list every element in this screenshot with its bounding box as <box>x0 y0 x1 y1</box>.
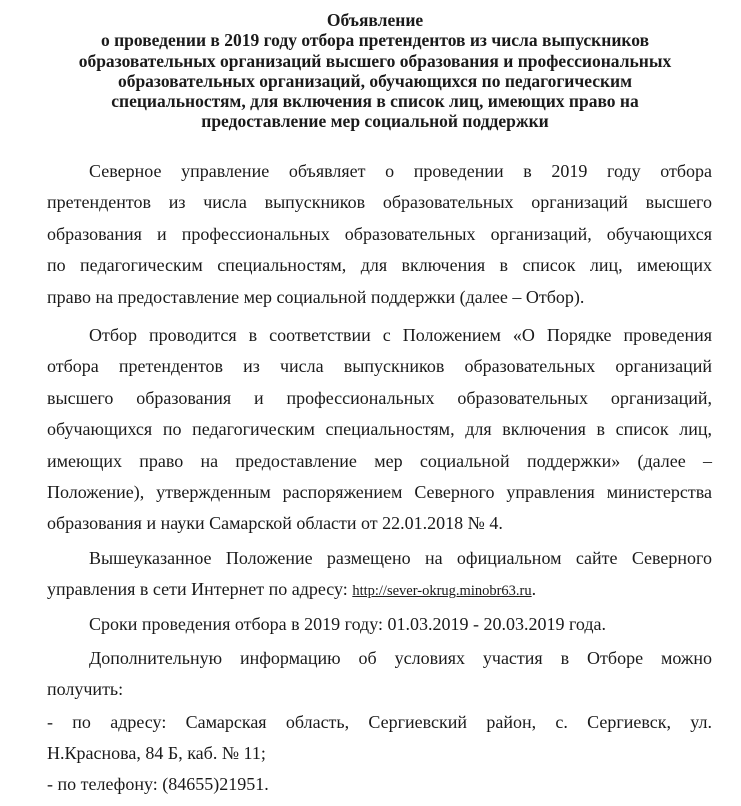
text-line: имеющих право на предоставление мер социальной поддержки» (далее – <box>47 450 712 471</box>
paragraph-dates <box>47 609 712 640</box>
text-line: Сроки проведения отбора в 2019 году: 01.03.2019 - 20.03.2019 года. <box>89 614 607 634</box>
text-line: образования и профессиональных образовательных организаций, обучающихся <box>47 223 712 244</box>
text-line: образования и науки Самарской области от 22.01.2018 № 4. <box>47 513 503 534</box>
text-fragment: управления в сети Интернет по адресу: <box>47 579 353 600</box>
paragraph-website <box>47 543 712 606</box>
heading-line: предоставление мер социальной поддержки <box>201 111 549 132</box>
heading-title: Объявление <box>326 10 424 30</box>
text-line: Северное управление объявляет о проведении в 2019 году отбора <box>89 161 712 181</box>
text-line-with-link <box>47 574 712 605</box>
heading-line: о проведении в 2019 году отбора претендентов из числа выпускников <box>100 30 650 51</box>
text-line: Н.Краснова, 84 Б, каб. № 11; <box>47 743 266 764</box>
text-line: отбора претендентов из числа выпускников образовательных организаций <box>47 356 712 377</box>
text-line: Вышеуказанное Положение размещено на официальном сайте Северного <box>89 548 712 568</box>
text-line: Положение), утвержденным распоряжением Северного управления министерства <box>47 481 712 502</box>
heading-line: специальностям, для включения в список лиц, имеющих право на <box>111 91 639 112</box>
paragraph-info <box>47 643 712 706</box>
text-line: - по адресу: Самарская область, Сергиевский район, с. Сергиевск, ул. <box>47 712 712 732</box>
text-line: право на предоставление мер социальной поддержки (далее – Отбор). <box>47 286 585 307</box>
paragraph-phone <box>47 769 712 800</box>
text-line: претендентов из числа выпускников образовательных организаций высшего <box>47 192 712 213</box>
paragraph-regulation <box>47 320 712 540</box>
text-line: получить: <box>47 679 124 700</box>
paragraph-announcement <box>47 156 712 313</box>
paragraph-address <box>47 707 712 770</box>
website-link[interactable]: http://sever-okrug.minobr63.ru <box>352 583 532 600</box>
text-line: Отбор проводится в соответствии с Положением «О Порядке проведения <box>89 325 712 345</box>
text-line: - по телефону: (84655)21951. <box>47 774 269 794</box>
text-line: высшего образования и профессиональных образовательных организаций, <box>47 387 712 408</box>
heading-line: образовательных организаций высшего образования и профессиональных <box>78 50 672 71</box>
text-line: по педагогическим специальностям, для включения в список лиц, имеющих <box>47 255 712 276</box>
text-fragment: . <box>531 579 537 600</box>
announcement-heading <box>60 10 690 132</box>
text-line: Дополнительную информацию об условиях участия в Отборе можно <box>89 648 712 668</box>
heading-line: образовательных организаций, обучающихся по педагогическим <box>117 70 633 91</box>
text-line: обучающихся по педагогическим специальностям, для включения в список лиц, <box>47 419 712 440</box>
